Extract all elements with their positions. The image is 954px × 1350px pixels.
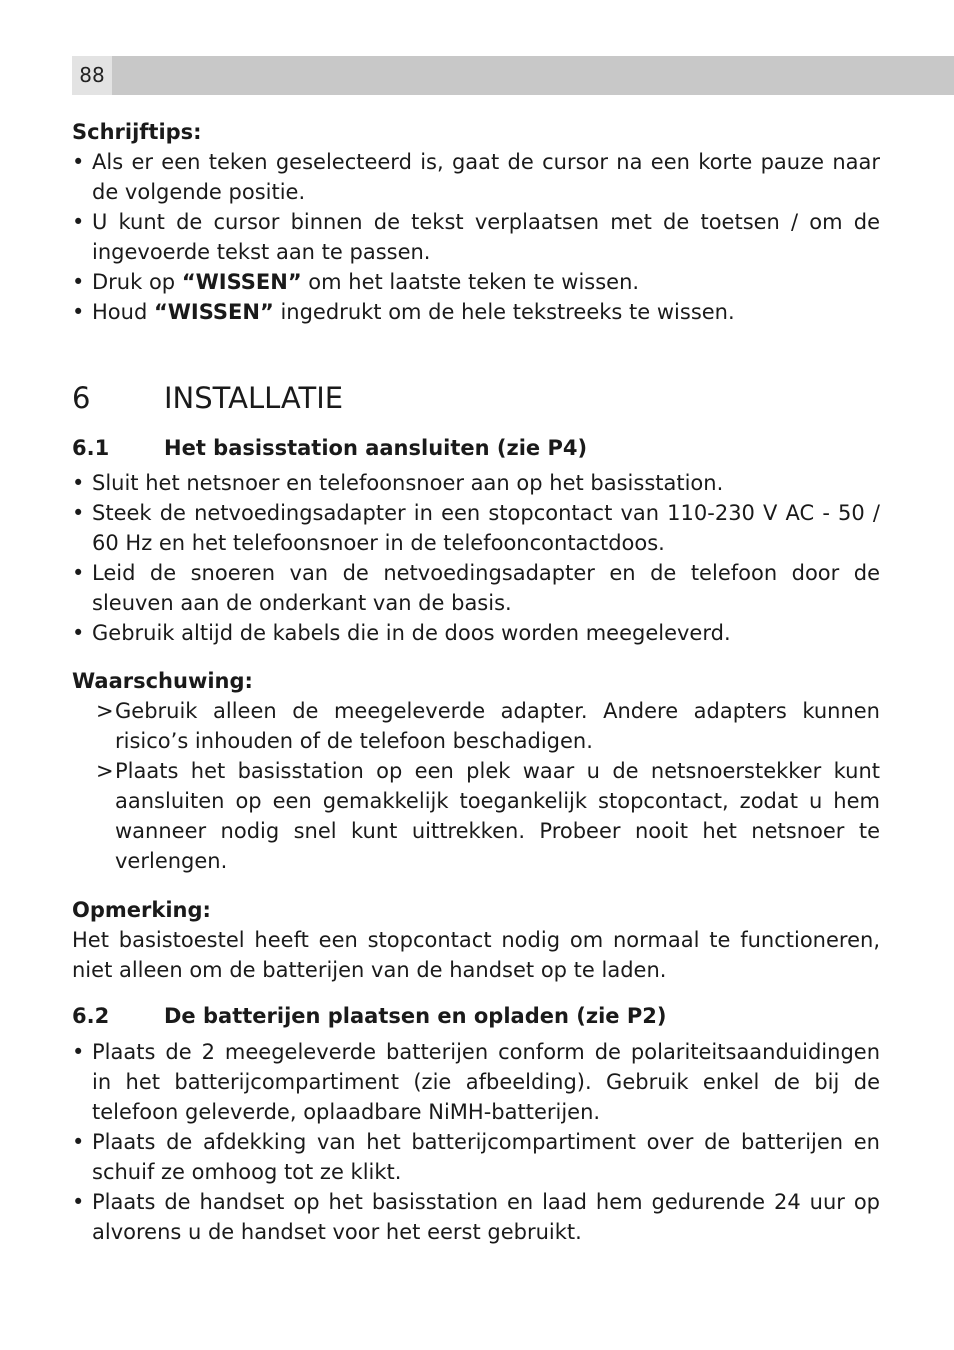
list-item: • Druk op “WISSEN” om het laatste teken te wissen.	[72, 267, 880, 297]
section-title: INSTALLATIE	[164, 381, 344, 415]
warning-item: > Gebruik alleen de meegeleverde adapter. Andere adapters kunnen risico’s inhouden of de telefoon beschadigen.	[72, 696, 880, 756]
subsection-title: De batterijen plaatsen en opladen (zie P2)	[164, 1004, 667, 1028]
warning-block	[72, 666, 880, 876]
page-number: 88	[72, 56, 112, 95]
writing-tips-block	[72, 117, 880, 327]
subsection-number: 6.1	[72, 436, 110, 460]
list-item: • Houd “WISSEN” ingedrukt om de hele tekstreeks te wissen.	[72, 297, 880, 327]
list-item: • Plaats de handset op het basisstation en laad hem gedurende 24 uur op alvorens u de handset voor het eerst gebruikt.	[72, 1187, 880, 1247]
list-item: • Gebruik altijd de kabels die in de doos worden meegeleverd.	[72, 618, 880, 648]
note-block	[72, 895, 880, 985]
note-title: Opmerking:	[72, 898, 211, 922]
section-6-1-list	[72, 468, 880, 648]
list-item: • Steek de netvoedingsadapter in een stopcontact van 110-230 V AC - 50 / 60 Hz en het telefoonsnoer in de telefooncontactdoos.	[72, 498, 880, 558]
list-item: • Als er een teken geselecteerd is, gaat de cursor na een korte pauze naar de volgende positie.	[72, 147, 880, 207]
writing-tips-title: Schrijftips:	[72, 120, 202, 144]
list-item: • U kunt de cursor binnen de tekst verplaatsen met de toetsen / om de ingevoerde tekst aan te passen.	[72, 207, 880, 267]
warning-title: Waarschuwing:	[72, 669, 253, 693]
list-item: • Plaats de 2 meegeleverde batterijen conform de polariteitsaanduidingen in het batterijcompartiment (zie afbeelding). Gebruik enkel de bij de telefoon geleverde, oplaadbare NiMH-batterijen.	[72, 1037, 880, 1127]
section-6-2-list	[72, 1037, 880, 1247]
subsection-title: Het basisstation aansluiten (zie P4)	[164, 436, 588, 460]
list-item: • Leid de snoeren van de netvoedingsadapter en de telefoon door de sleuven aan de onderkant van de basis.	[72, 558, 880, 618]
list-item: • Plaats de afdekking van het batterijcompartiment over de batterijen en schuif ze omhoog tot ze klikt.	[72, 1127, 880, 1187]
subsection-number: 6.2	[72, 1004, 110, 1028]
section-number: 6	[72, 381, 91, 415]
warning-item: > Plaats het basisstation op een plek waar u de netsnoerstekker kunt aansluiten op een gemakkelijk toegankelijk stopcontact, zodat u hem wanneer nodig snel kunt uittrekken. Probeer nooit het netsnoer te verlengen.	[72, 756, 880, 876]
page-header-bar	[72, 56, 954, 95]
list-item: • Sluit het netsnoer en telefoonsnoer aan op het basisstation.	[72, 468, 880, 498]
note-text: Het basistoestel heeft een stopcontact nodig om normaal te functioneren, niet alleen om de batterijen van de handset op te laden.	[72, 928, 880, 982]
